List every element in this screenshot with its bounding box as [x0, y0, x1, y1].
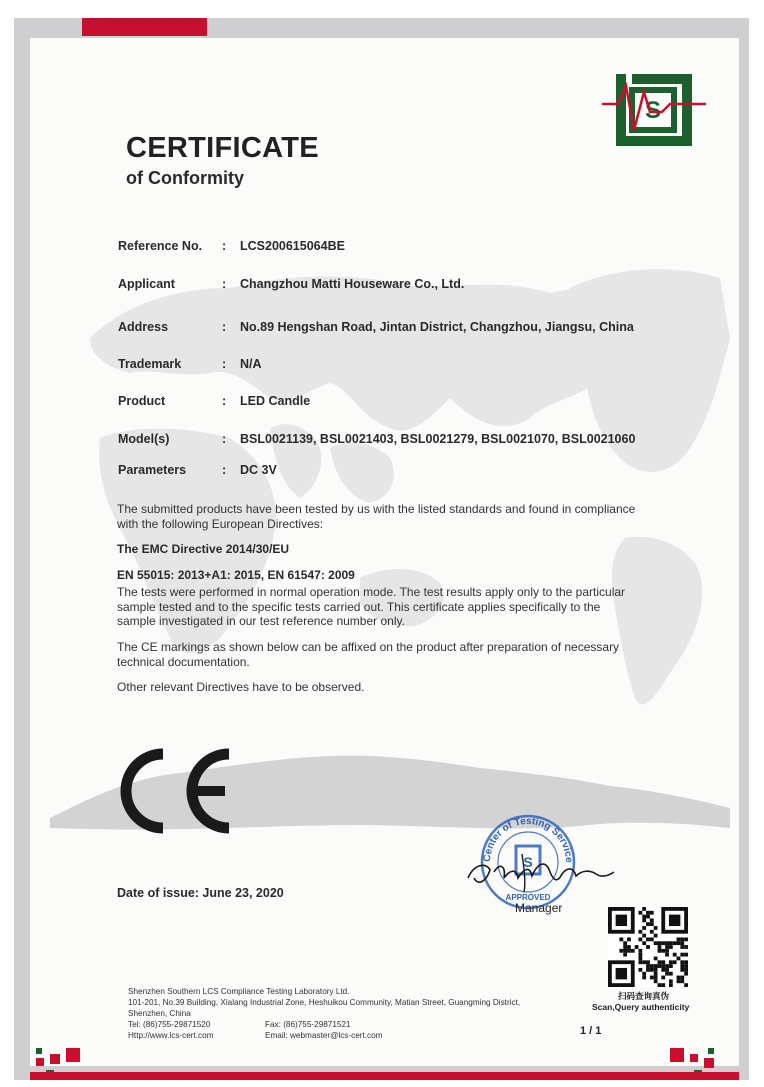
- label-address: Address: [118, 320, 169, 334]
- intro-line: with the following European Directives:: [117, 516, 324, 531]
- footer-email[interactable]: Email: webmaster@lcs-cert.com: [265, 1031, 383, 1040]
- value-trademark: N/A: [240, 357, 262, 371]
- lcs-logo: [600, 72, 708, 148]
- colon: :: [222, 320, 227, 334]
- intro-paragraph: [117, 502, 662, 531]
- label-reference: Reference No.: [118, 239, 203, 253]
- value-address: No.89 Hengshan Road, Jintan District, Changzhou, Jiangsu, China: [240, 320, 634, 334]
- colon: :: [222, 394, 227, 408]
- stamp-letter: S: [523, 854, 533, 870]
- other-directives: Other relevant Directives have to be observed.: [117, 680, 365, 694]
- certificate-subtitle: of Conformity: [126, 168, 244, 188]
- label-applicant: Applicant: [118, 277, 175, 291]
- qr-caption-cn: 扫码查询真伪: [618, 991, 670, 1001]
- top-red-band: [82, 18, 207, 36]
- value-models: BSL0021139, BSL0021403, BSL0021279, BSL0021070, BSL0021060: [240, 432, 636, 446]
- ce-line: technical documentation.: [117, 654, 250, 669]
- bottom-red-band: [30, 1072, 739, 1080]
- label-models: Model(s): [118, 432, 170, 446]
- value-applicant: Changzhou Matti Houseware Co., Ltd.: [240, 277, 465, 291]
- label-product: Product: [118, 394, 166, 408]
- footer-lab: Shenzhen Southern LCS Compliance Testing Laboratory Ltd.: [128, 987, 350, 996]
- footer-address: 101-201, No.39 Building, Xialang Industrial Zone, Heshuikou Community, Matian Street, Guangming District,: [128, 998, 521, 1007]
- label-parameters: Parameters: [118, 463, 187, 477]
- tests-line: sample investigated in our test reference number only.: [117, 614, 405, 628]
- tests-line: The tests were performed in normal operation mode. The test results apply only to the particular: [117, 585, 626, 599]
- stamp-ring-text: Center of Testing Service: [481, 815, 575, 863]
- value-reference: LCS200615064BE: [240, 239, 345, 253]
- footer-tel: Tel: (86)755-29871520: [128, 1020, 211, 1029]
- footer-fax: Fax: (86)755-29871521: [265, 1020, 351, 1029]
- intro-line: The submitted products have been tested by us with the listed standards and found in compliance: [117, 502, 636, 516]
- stamp-approved: APPROVED: [505, 893, 551, 902]
- colon: :: [222, 239, 227, 253]
- ce-paragraph: [117, 640, 662, 669]
- manager-title: Manager: [515, 901, 563, 915]
- qr-code-icon[interactable]: [608, 907, 688, 987]
- logo-letter: S: [644, 97, 662, 124]
- qr-caption-en: Scan,Query authenticity: [592, 1002, 690, 1012]
- tests-line: sample tested and to the specific tests carried out. This certificate applies specifically to the: [117, 599, 601, 614]
- certificate-title: CERTIFICATE: [126, 132, 319, 164]
- label-trademark: Trademark: [118, 357, 182, 371]
- page-number: 1 / 1: [580, 1025, 602, 1037]
- directive: The EMC Directive 2014/30/EU: [117, 542, 290, 556]
- colon: :: [222, 277, 227, 291]
- footer-address-city: Shenzhen, China: [128, 1009, 191, 1018]
- ce-mark-icon: [115, 746, 240, 836]
- colon: :: [222, 432, 227, 446]
- ce-line: The CE markings as shown below can be affixed on the product after preparation of necessary: [117, 640, 620, 654]
- manager-signature: [460, 848, 620, 896]
- value-parameters: DC 3V: [240, 463, 277, 477]
- colon: :: [222, 357, 227, 371]
- footer-web[interactable]: Http://www.lcs-cert.com: [128, 1031, 214, 1040]
- date-of-issue: Date of issue: June 23, 2020: [117, 886, 284, 900]
- value-product: LED Candle: [240, 394, 311, 408]
- colon: :: [222, 463, 227, 477]
- standards: EN 55015: 2013+A1: 2015, EN 61547: 2009: [117, 568, 355, 582]
- tests-paragraph: [117, 585, 662, 629]
